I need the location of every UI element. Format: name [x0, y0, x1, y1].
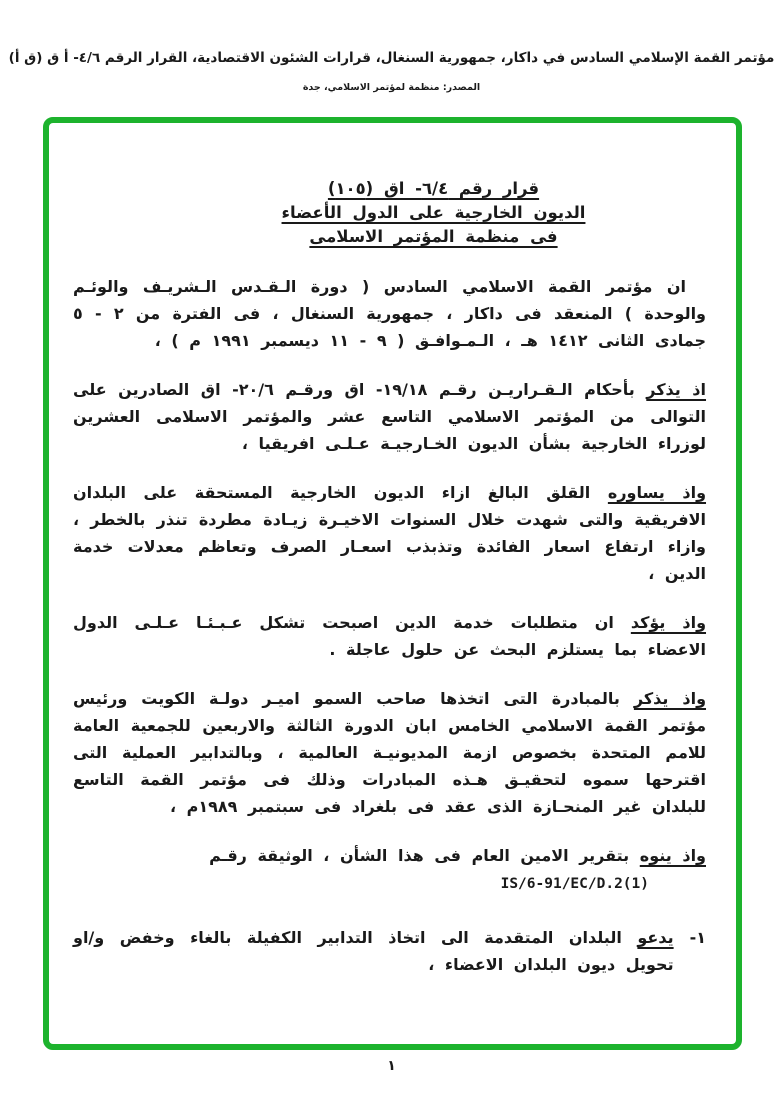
item-lead: يدعو — [637, 928, 674, 947]
paragraph-text: القلق البالغ ازاء الديون الخارجية المستحقة على البلدان الافريقية والتى شهدت خلال السنوات الاخيـرة زيـادة مطردة تنذر بالخطر ، وازاء ارتفاع اسعار الفائدة وتذبذب اسعـار الصرف وتعاظم معدلات خدمة الدين ، — [73, 483, 706, 583]
preamble-paragraph-1 — [73, 273, 706, 354]
paragraph-lead: اذ يذكر — [646, 380, 707, 399]
item-body: البلدان المتقدمة الى اتخاذ التدابير الكفيلة بالغاء وخفض و/او تحويل ديون البلدان الاعضاء ، — [73, 928, 674, 974]
preamble-paragraph-3 — [73, 479, 706, 587]
header-source: المصدر: منظمة لمؤتمر الاسلامي، جدة — [302, 82, 481, 93]
preamble-paragraph-6 — [73, 842, 706, 869]
header-title: مؤتمر القمة الإسلامي السادس في داكار، جمهورية السنغال، قرارات الشئون الاقتصادية، القرار الرقم ٤/٦- أ ق (ق أ) — [8, 50, 775, 66]
paragraph-lead: واذ يساوره — [607, 483, 707, 502]
paragraph-lead: واذ يؤكد — [630, 613, 707, 632]
preamble-paragraph-2 — [73, 376, 706, 457]
doc-reference: IS/6-91/EC/D.2(1) — [500, 876, 649, 892]
paragraph-text: ان متطلبات خدمة الدين اصبحت تشكل عـبـئـا عـلـى الدول الاعضاء بما يستلزم البحث عن حلول عاجلة . — [73, 613, 706, 659]
preamble-paragraph-4 — [73, 609, 706, 663]
item-number: ١- — [689, 928, 706, 947]
document-body — [49, 123, 736, 978]
paragraph-lead: واذ ينوه — [639, 846, 706, 865]
resolution-item-1 — [73, 924, 706, 978]
preamble-paragraph-5 — [73, 685, 706, 820]
paragraph-text: بأحكام الـقـراريـن رقـم ١٩/١٨- اق ورقـم ٢٠/٦- اق الصادرين على التوالى من المؤتمر الاسلامي التاسع عشر والمؤتمر الاسلامى العشرين لوزراء الخارجية بشأن الديون الخـارجيـة عـلـى افريقيا ، — [73, 380, 706, 453]
resolution-title-line-3: فى منظمة المؤتمر الاسلامى — [309, 227, 558, 246]
document-frame — [43, 117, 742, 1050]
resolution-title — [117, 177, 742, 249]
paragraph-lead: واذ يذكر — [633, 689, 707, 708]
resolution-title-line-1: قرار رقم ٦/٤- اق (١٠٥) — [327, 179, 540, 198]
resolution-title-line-2: الديون الخارجية على الدول الأعضاء — [281, 203, 586, 222]
page-number: ١ — [387, 1058, 396, 1074]
paragraph-text: بتقرير الامين العام فى هذا الشأن ، الوثيقة رقـم — [209, 846, 630, 865]
paragraph-text: بالمبادرة التى اتخذها صاحب السمو اميـر دولـة الكويت ورئيس مؤتمر القمة الاسلامي الخامس ابان الدورة الثالثة والاربعين للجمعية العامة للامم المتحدة بخصوص ازمة المديونيـة العالمية ، وبالتدابير العملية التى اقترحها سموه لتحقيـق هـذه المبادرات وذلك فى مؤتمر القمة التاسع للبلدان غير المنحـازة الذى عقد فى بلغراد فى سبتمبر ١٩٨٩م ، — [73, 689, 706, 816]
item-text — [73, 924, 674, 978]
paragraph-text: ان مؤتمر القمة الاسلامي السادس ( دورة الـقـدس الـشريـف والوئـم والوحدة ) المنعقد فى داكار ، جمهورية السنغال ، فى الفترة من ٢ - ٥ جمادى الثانى ١٤١٢ هـ ، الـمـوافـق ( ٩ - ١١ ديسمبر ١٩٩١ م ) ، — [73, 277, 707, 350]
